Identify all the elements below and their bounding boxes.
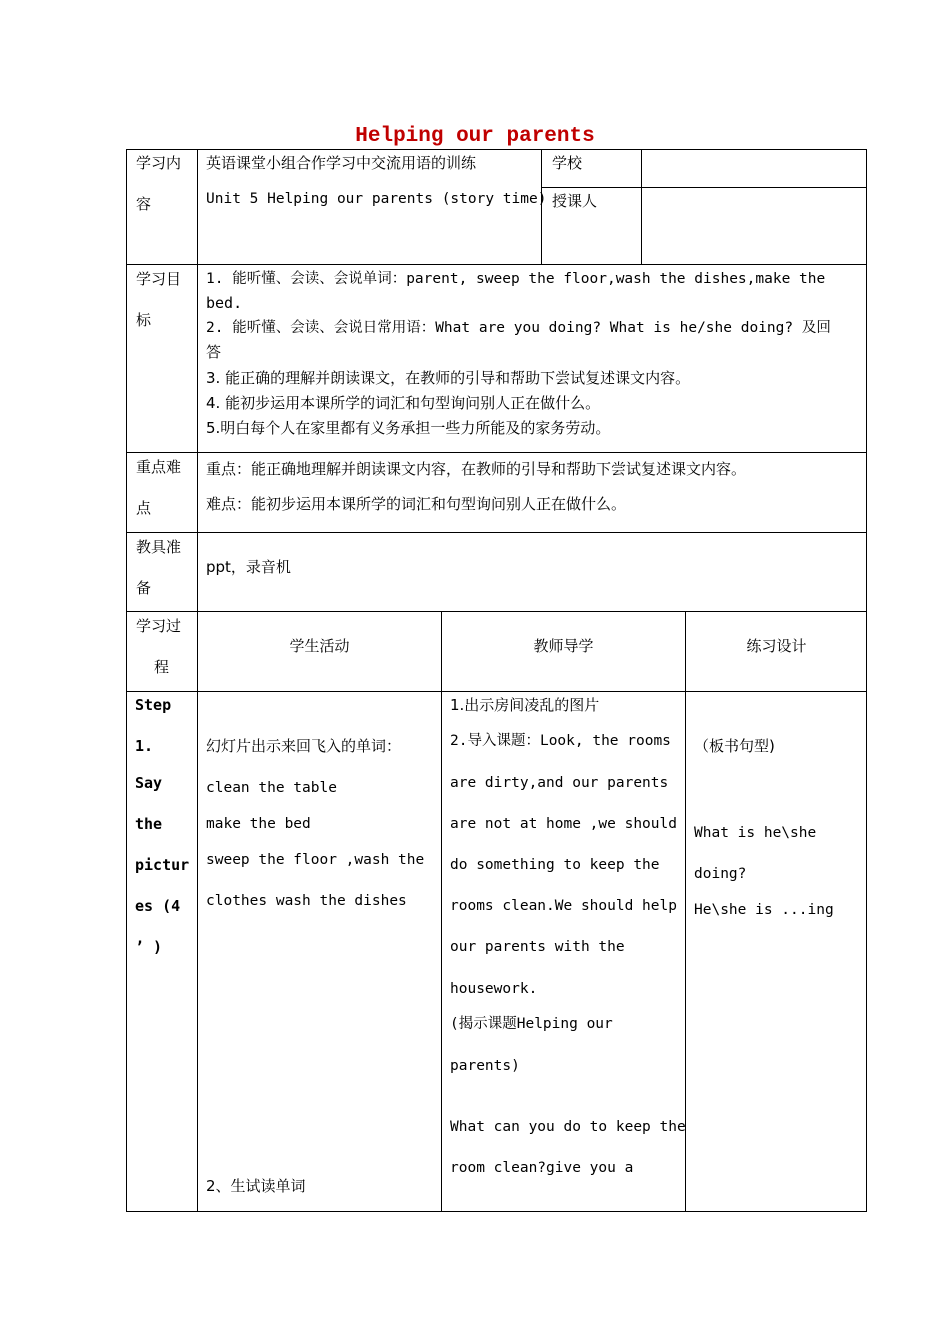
content-label: 学习内 xyxy=(136,154,182,172)
practice-design-header: 练习设计 xyxy=(746,637,807,655)
goals-label: 学习目 xyxy=(136,270,182,288)
focus-label: 重点难 xyxy=(136,458,182,476)
step-label: the xyxy=(135,815,163,833)
step-label: pictur xyxy=(135,856,190,874)
row-divider xyxy=(126,452,867,453)
practice-design-line: He\she is ...ing xyxy=(694,902,834,918)
teacher-guidance-line: are not at home ,we should xyxy=(450,816,677,832)
practice-design-line: （板书句型) xyxy=(694,737,775,755)
goal-item: 3. 能正确的理解并朗读课文，在教师的引导和帮助下尝试复述课文内容。 xyxy=(206,369,691,387)
teacher-guidance-header: 教师导学 xyxy=(533,637,594,655)
teacher-guidance-line: room clean?give you a xyxy=(450,1160,634,1176)
goal-item: 4. 能初步运用本课所学的词汇和句型询问别人正在做什么。 xyxy=(206,394,601,412)
page-title: Helping our parents xyxy=(355,125,595,148)
tools-label-2: 备 xyxy=(136,579,152,597)
row-divider xyxy=(126,611,867,612)
practice-design-line: doing? xyxy=(694,866,747,882)
teacher-guidance-line: What can you do to keep the xyxy=(450,1119,686,1135)
teacher-guidance-line: parents) xyxy=(450,1058,520,1074)
student-activity-line: clothes wash the dishes xyxy=(206,893,407,909)
difficult-point: 难点：能初步运用本课所学的词汇和句型询问别人正在做什么。 xyxy=(206,495,627,513)
row-divider xyxy=(126,264,867,265)
student-activity-line: 2、生试读单词 xyxy=(206,1177,306,1195)
teacher-guidance-line: rooms clean.We should help xyxy=(450,898,677,914)
teacher-guidance-line: (揭示课题Helping our xyxy=(450,1016,613,1032)
goal-item: 2. 能听懂、会读、会说日常用语：What are you doing? What is he/she doing? 及回 xyxy=(206,320,831,336)
goal-item-cont: 答 xyxy=(206,343,222,361)
teacher-guidance-line: do something to keep the xyxy=(450,857,660,873)
row-divider xyxy=(541,187,867,188)
col-divider xyxy=(641,149,642,264)
goal-item: 5.明白每个人在家里都有义务承担一些力所能及的家务劳动。 xyxy=(206,419,611,437)
practice-design-line: What is he\she xyxy=(694,825,817,841)
content-line-2: Unit 5 Helping our parents (story time) xyxy=(206,191,547,207)
goal-item-cont: bed. xyxy=(206,294,243,312)
teacher-label: 授课人 xyxy=(552,192,598,210)
student-activity-line: 幻灯片出示来回飞入的单词： xyxy=(206,737,402,755)
teacher-guidance-line: are dirty,and our parents xyxy=(450,775,669,791)
content-line-1: 英语课堂小组合作学习中交流用语的训练 xyxy=(206,154,477,172)
goal-item: 1. 能听懂、会读、会说单词：parent, sweep the floor,wash the dishes,make the xyxy=(206,271,826,287)
teacher-guidance-line: our parents with the xyxy=(450,939,625,955)
student-activity-line: sweep the floor ,wash the xyxy=(206,852,425,868)
school-label: 学校 xyxy=(552,154,583,172)
content-label-2: 容 xyxy=(136,195,152,213)
step-label: 1. xyxy=(135,737,154,755)
teacher-guidance-line: 2.导入课题：Look, the rooms xyxy=(450,733,671,749)
process-label: 学习过 xyxy=(136,617,182,635)
step-label: Say xyxy=(135,774,163,792)
teacher-guidance-line: housework. xyxy=(450,981,538,997)
row-divider xyxy=(126,691,867,692)
col-divider xyxy=(197,149,198,1212)
teacher-guidance-line: 1.出示房间凌乱的图片 xyxy=(450,696,600,714)
process-label-2: 程 xyxy=(154,658,170,676)
student-activity-line: clean the table xyxy=(206,780,337,796)
student-activity-header: 学生活动 xyxy=(289,637,350,655)
focus-label-2: 点 xyxy=(136,499,152,517)
key-point: 重点：能正确地理解并朗读课文内容，在教师的引导和帮助下尝试复述课文内容。 xyxy=(206,460,747,478)
tools-value: ppt，录音机 xyxy=(206,558,291,576)
goals-label-2: 标 xyxy=(136,311,152,329)
student-activity-line: make the bed xyxy=(206,816,311,832)
step-label: es (4 xyxy=(135,897,181,915)
step-label: Step xyxy=(135,696,172,714)
step-label: ’ ) xyxy=(135,938,163,956)
col-divider xyxy=(441,611,442,1212)
row-divider xyxy=(126,532,867,533)
tools-label: 教具准 xyxy=(136,538,182,556)
